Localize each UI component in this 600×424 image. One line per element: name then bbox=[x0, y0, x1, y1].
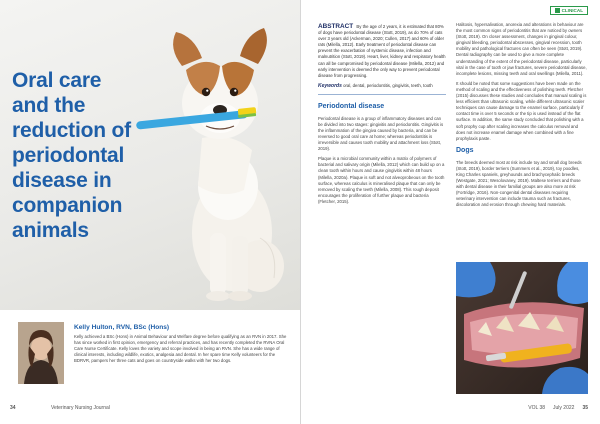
keywords-list: oral, dental, periodontitis, gingivitis, teeth, tooth bbox=[343, 82, 433, 88]
volume: VOL 38 bbox=[528, 405, 546, 411]
keywords bbox=[318, 83, 446, 89]
author-name: Kelly Hulton, RVN, BSc (Hons) bbox=[74, 324, 170, 331]
left-folio bbox=[10, 405, 110, 411]
headline-line: companion bbox=[12, 194, 123, 217]
issue: July 2022 bbox=[553, 405, 575, 411]
right-folio bbox=[528, 405, 588, 411]
section-heading-dogs: Dogs bbox=[456, 146, 474, 154]
column-left bbox=[318, 24, 446, 209]
paragraph: Halitosis, hypersalivation, anorexia and alterations in behaviour are the most common signs of periodontitis that are noticed by owners (Stott, 2019). On closer assessment, changes in gingival colour, gingival bleeding, periodontal abscesses, gingival recession, tooth mobility and pathological fractures can often be seen (Stott, 2019). Dental radiography can be used to give a more complete understanding of the extent of the periodontal disease, particularly vital in the case of tooth or jaw fractures, severe periodontal disease, incomplete lesions, missing teeth and oral swellings (Milella, 2011). bbox=[456, 22, 587, 76]
right-page bbox=[300, 0, 600, 424]
dog-with-toothbrush-illustration bbox=[120, 8, 300, 308]
author-photo bbox=[18, 322, 64, 384]
dental-procedure-photo bbox=[456, 262, 588, 394]
section-heading-periodontal: Periodontal disease bbox=[318, 102, 385, 110]
paragraph: It should be noted that some suggestions have been made on the method of scaling and the effectiveness of polishing teeth. Fletcher (2015) discusses these studies and concludes that manual scaling is less efficient than ultrasonic scaling, while different ultrasonic scaler techniques can cause damage to the enamel surface, particularly if contact time is over 5 seconds or the tip is used instead of the flat surface. In addition, the same study concluded that polishing with a soft prophy cup after scaling increases the calculus removal and does not increase enamel damage when combined with a fine prophylaxis paste. bbox=[456, 80, 587, 141]
journal-name: Veterinary Nursing Journal bbox=[50, 405, 110, 411]
abstract-text: By the age of 2 years, it is estimated that 80% of dogs have periodontal disease (Stott, 2019), as do 70% of cats over 3 years old (Ackerman, 2020; Cullen, 2017) and 60% of older rats (Milella, 2012). Early treatment of periodontal disease can prevent the exacerbation of systemic disease, infection and malnutrition (Stott, 2019). Heart, liver, kidney and respiratory health can all be compromised by periodontal disease (Milella, 2012) and early intervention is deemed the only way to prevent periodontal disease from progressing. bbox=[318, 24, 446, 78]
paragraph: The breeds deemed most at risk include toy and small dog breeds (Stott, 2019), border terriers (Summers et al., 2019), toy poodles, King Charles spaniels, greyhounds and brachycephalic breeds (Westgate, 2021; Wesolovaney, 2019). Maltese terriers and those with dental disease in their familial groups are also more at risk (Fortridge, 2016). Non-congenital dental diseases requiring veterinary intervention can include trauma such as fractures, discoloration and erosion through chewing hard materials. bbox=[456, 159, 582, 208]
headline-line: animals bbox=[12, 219, 89, 242]
author-portrait-icon bbox=[18, 322, 64, 384]
headline-line: and the bbox=[12, 94, 86, 117]
page-number: 34 bbox=[10, 405, 16, 411]
headline-line: reduction of bbox=[12, 119, 131, 142]
section-tag-square-icon bbox=[555, 8, 560, 13]
abstract-divider bbox=[318, 94, 446, 95]
column-right bbox=[456, 22, 588, 213]
headline-line: disease in bbox=[12, 169, 112, 192]
section-tag bbox=[550, 6, 588, 15]
author-bio bbox=[0, 318, 300, 404]
paragraph: Plaque is a microbial community within a matrix of polymers of bacterial and salivary origin (Milella, 2012) which can build up on a clean tooth within hours and cause gingivitis within 48 hours (Milella, 2020a). Plaque is soft and not alveoprobeous on the tooth surface, whereas calculus is mineralised plaque that can only be removed by scaling the teeth (Milella, 2008). This rough deposit encourages the proliferation of further plaque and bacteria (Fletcher, 2015). bbox=[318, 156, 445, 204]
paragraph: Periodontal disease is a group of inflammatory diseases and can be divided into two stages: gingivitis and periodontitis. Gingivitis is the inflammation of the gingiva caused by bacteria, and can be reversed to good oral care at home; whereas periodontitis is irreversible and causes tooth mobility and attachment loss (Stott, 2019). bbox=[318, 115, 444, 152]
abstract-box bbox=[318, 24, 446, 89]
author-bio-text: Kelly achieved a BSc (Hons) in Animal Behaviour and Welfare degree before qualifying as an RVN in 2017. She has since worked in first opinion, emergency and referral practices, and has recently completed the RVNA Oral Care Nurse Certificate. Kelly loves the variety and scope involved in being an RVN. She has a wide range of clinical interests, including wildlife, exotics, analgesia and dental. In her spare time Kelly volunteers for the BDRVR, pampers her three cats and goes on countryside walks with her two dogs. bbox=[74, 334, 287, 364]
section-tag-label: CLINICAL bbox=[561, 7, 583, 13]
headline-line: periodontal bbox=[12, 144, 125, 167]
headline-line: Oral care bbox=[12, 69, 102, 92]
hero-image bbox=[0, 0, 300, 310]
dental-photo-illustration bbox=[456, 262, 588, 394]
abstract-label: ABSTRACT bbox=[318, 23, 354, 30]
page-number: 35 bbox=[582, 405, 588, 411]
keywords-label: Keywords bbox=[318, 82, 342, 89]
